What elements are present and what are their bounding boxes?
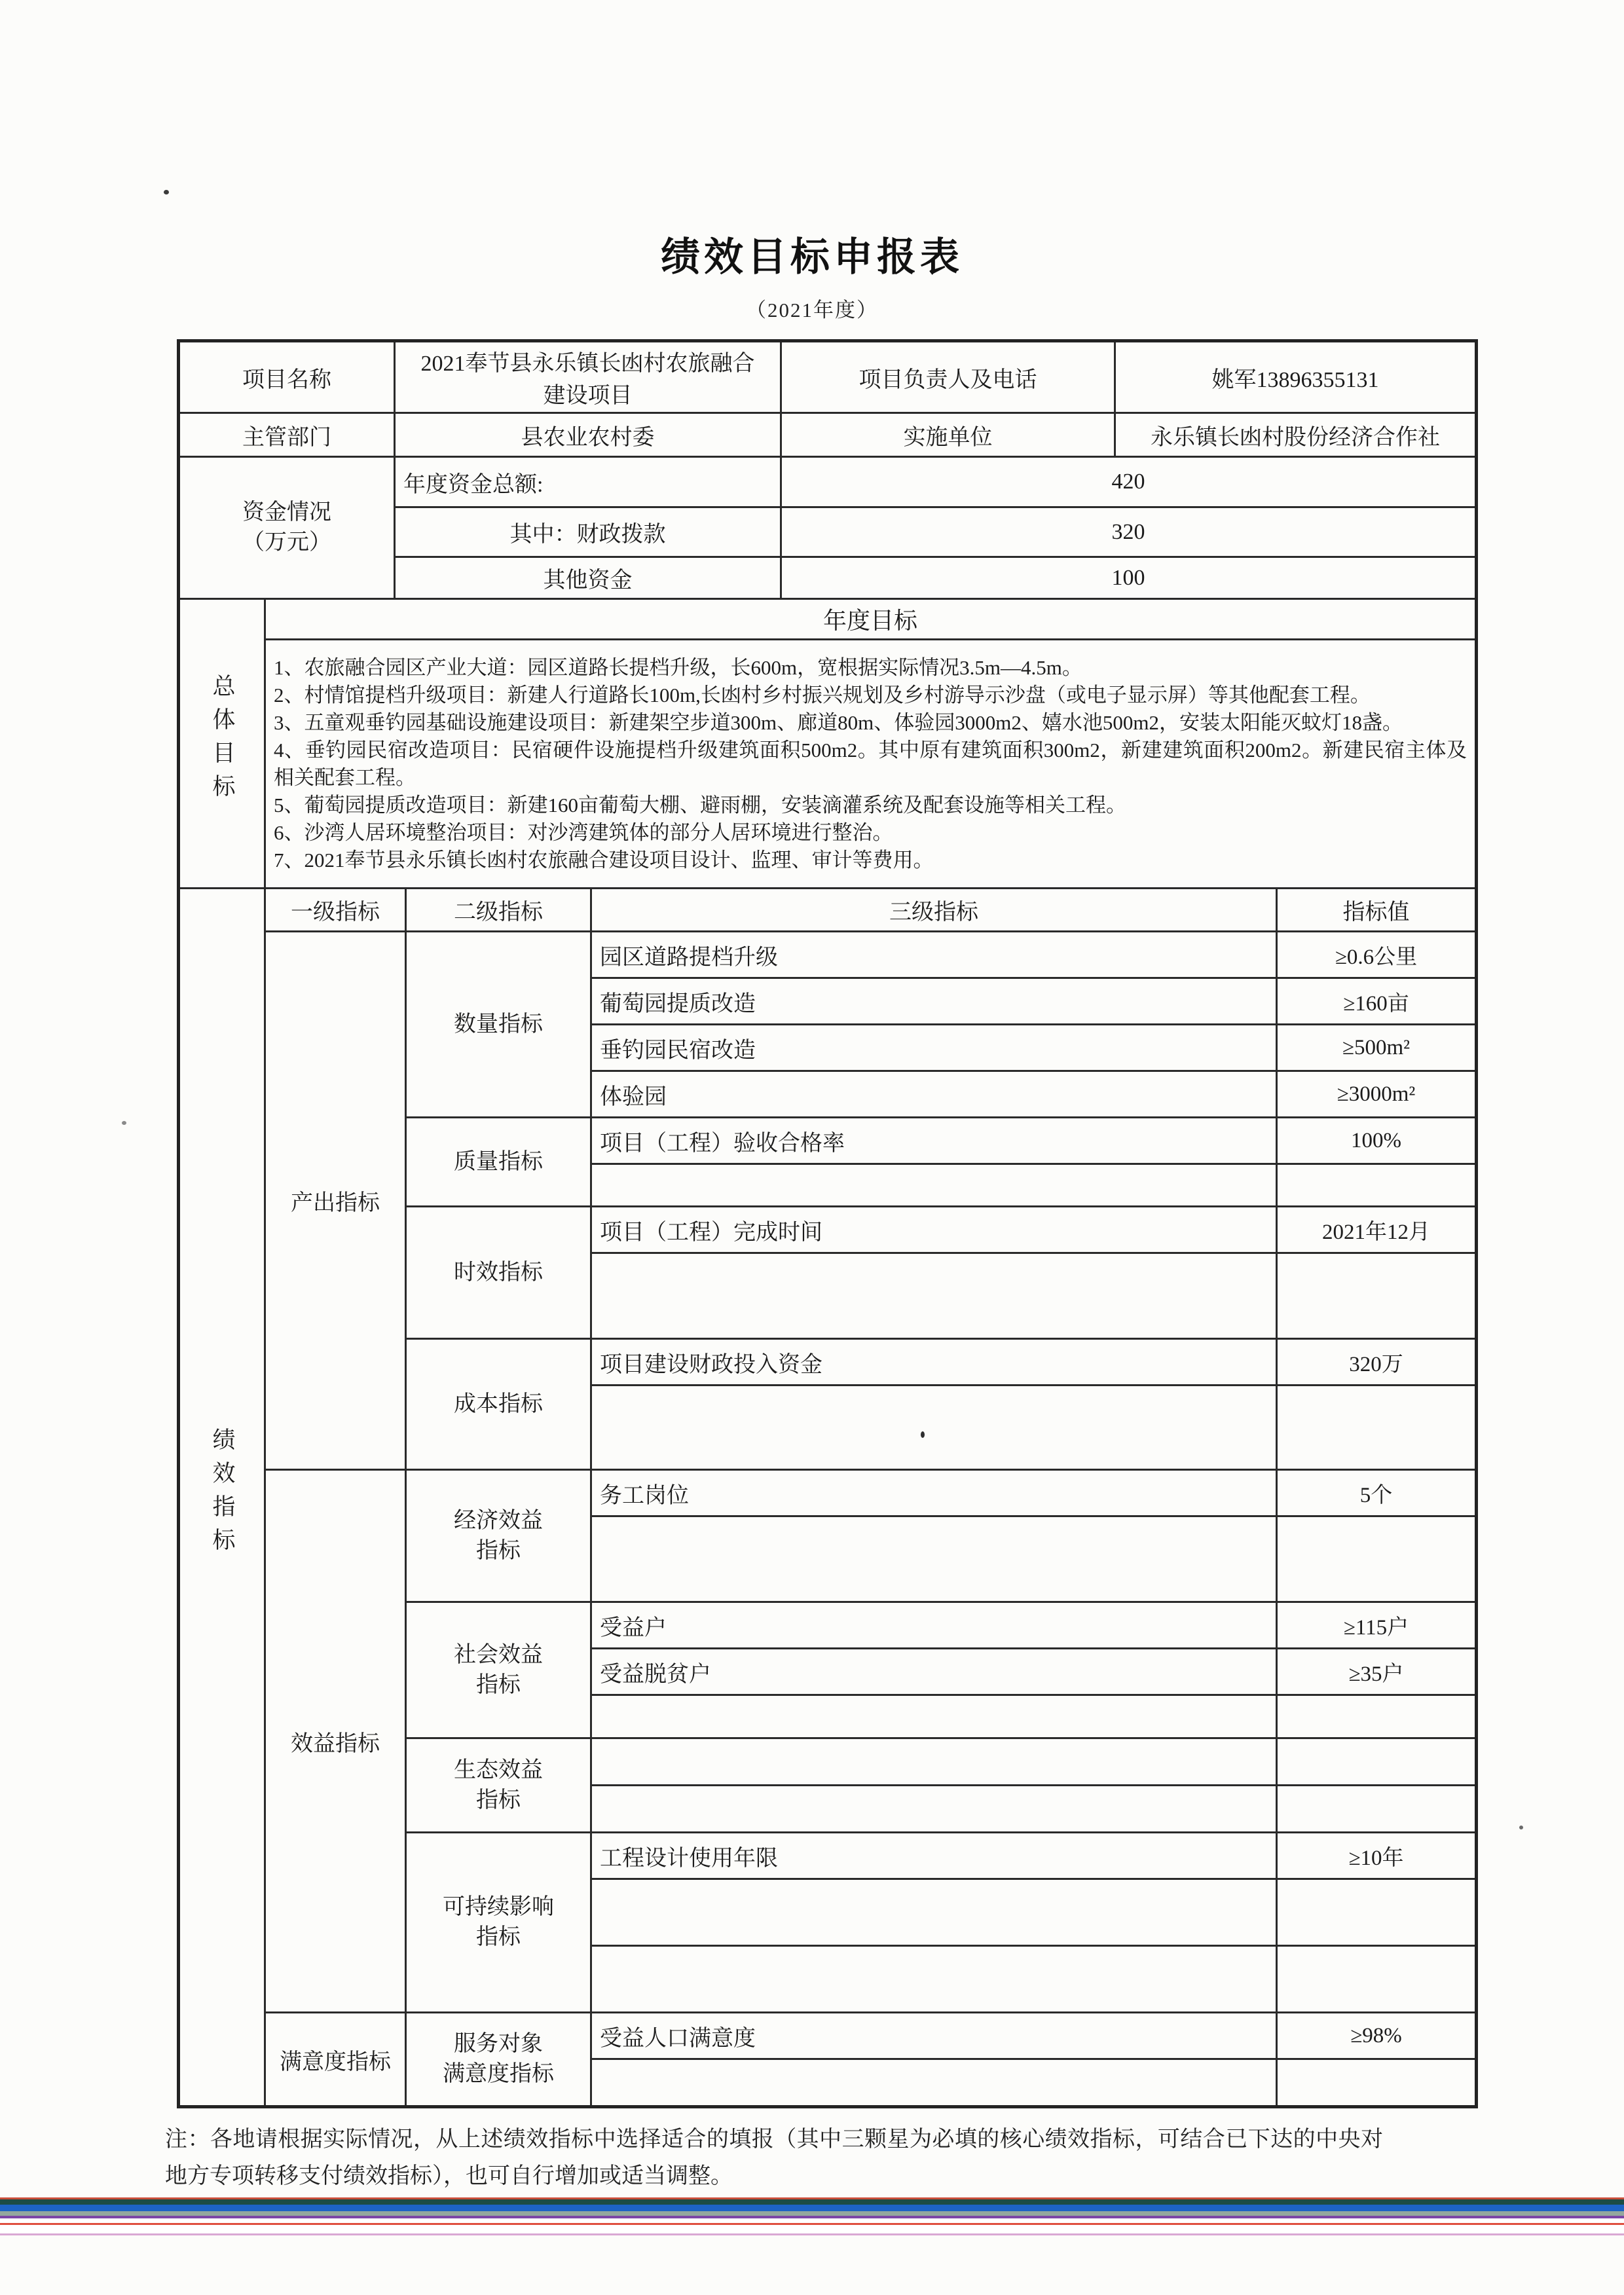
goal-line-3: 3、五童观垂钓园基础设施建设项目：新建架空步道300m、廊道80m、体验园3000m2、嬉水池500m2，安装太阳能灭蚊灯18盏。 bbox=[274, 710, 1403, 734]
indicator-name-empty bbox=[591, 1386, 1277, 1470]
indicator-name-empty bbox=[591, 2059, 1277, 2107]
indicator-value-empty bbox=[1277, 1695, 1477, 1738]
group2-quantity: 数量指标 bbox=[406, 932, 591, 1118]
group2-time: 时效指标 bbox=[406, 1207, 591, 1339]
indicator-name: 受益户 bbox=[591, 1602, 1277, 1649]
indicator-name: 受益人口满意度 bbox=[591, 2013, 1277, 2059]
group2-ecological bbox=[406, 1738, 591, 1833]
header-level1: 一级指标 bbox=[265, 889, 406, 932]
indicator-name: 园区道路提档升级 bbox=[591, 932, 1277, 978]
group2-service-line1: 服务对象 bbox=[454, 2032, 543, 2056]
indicator-value: ≥3000m² bbox=[1277, 1071, 1477, 1118]
dept-value: 县农业农村委 bbox=[395, 413, 781, 457]
group2-economic-line2: 指标 bbox=[476, 1538, 521, 1563]
header-level3: 三级指标 bbox=[591, 889, 1277, 932]
impl-value: 永乐镇长凼村股份经济合作社 bbox=[1115, 413, 1477, 457]
funding-label bbox=[179, 457, 395, 599]
scan-speck bbox=[164, 190, 169, 194]
group2-sustain-line2: 指标 bbox=[476, 1925, 521, 1949]
scan-stripes bbox=[0, 2197, 1624, 2235]
group2-service-satisfaction bbox=[406, 2013, 591, 2107]
page-title: 绩效目标申报表 bbox=[661, 235, 963, 279]
indicator-name-empty bbox=[591, 1164, 1277, 1207]
indicator-value-empty bbox=[1277, 1386, 1477, 1470]
indicator-name: 体验园 bbox=[591, 1071, 1277, 1118]
funding-label-line1: 资金情况 bbox=[242, 500, 331, 524]
dept-label: 主管部门 bbox=[179, 413, 395, 457]
indicator-name-empty bbox=[591, 1786, 1277, 1833]
group2-ecological-line2: 指标 bbox=[476, 1788, 521, 1812]
leader-value: 姚军13896355131 bbox=[1115, 341, 1477, 413]
scan-stripe bbox=[0, 2199, 1624, 2205]
annual-goal-body bbox=[265, 640, 1477, 889]
indicator-value-empty bbox=[1277, 1879, 1477, 1946]
group1-output: 产出指标 bbox=[265, 932, 406, 1470]
scan-stripe bbox=[0, 2211, 1624, 2216]
overall-side-label bbox=[179, 599, 265, 889]
impl-label: 实施单位 bbox=[781, 413, 1115, 457]
indicator-value-empty bbox=[1277, 1786, 1477, 1833]
indicator-name: 项目（工程）完成时间 bbox=[591, 1207, 1277, 1253]
indicator-name-empty bbox=[591, 1253, 1277, 1339]
indicator-value-empty bbox=[1277, 1738, 1477, 1786]
indicator-value: ≥500m² bbox=[1277, 1025, 1477, 1071]
indicator-value-empty bbox=[1277, 1516, 1477, 1602]
funding-fiscal-label: 其中：财政拨款 bbox=[395, 507, 781, 557]
indicator-value: 2021年12月 bbox=[1277, 1207, 1477, 1253]
goal-line-1: 1、农旅融合园区产业大道：园区道路长提档升级，长600m，宽根据实际情况3.5m—4.5m。 bbox=[274, 655, 1082, 679]
indicator-value: 100% bbox=[1277, 1118, 1477, 1164]
indicator-value: ≥10年 bbox=[1277, 1833, 1477, 1879]
header-level2: 二级指标 bbox=[406, 889, 591, 932]
indicator-name-empty bbox=[591, 1946, 1277, 2013]
indicator-value-empty bbox=[1277, 1253, 1477, 1339]
indicator-value-empty bbox=[1277, 1946, 1477, 2013]
group2-sustain-line1: 可持续影响 bbox=[443, 1895, 554, 1919]
indicators-side-label bbox=[179, 889, 265, 2107]
funding-fiscal-value: 320 bbox=[781, 507, 1477, 557]
page-subtitle: （2021年度） bbox=[746, 299, 878, 321]
project-name-value: 2021奉节县永乐镇长凼村农旅融合建设项目 bbox=[395, 341, 781, 413]
goal-line-7: 7、2021奉节县永乐镇长凼村农旅融合建设项目设计、监理、审计等费用。 bbox=[274, 848, 934, 872]
group2-cost: 成本指标 bbox=[406, 1339, 591, 1470]
scan-stripe bbox=[0, 2205, 1624, 2211]
annual-goal-header: 年度目标 bbox=[265, 599, 1477, 640]
indicator-name-empty bbox=[591, 1695, 1277, 1738]
scan-speck bbox=[122, 1121, 126, 1125]
header-value: 指标值 bbox=[1277, 889, 1477, 932]
indicator-value: ≥0.6公里 bbox=[1277, 932, 1477, 978]
funding-other-value: 100 bbox=[781, 557, 1477, 599]
group2-service-line2: 满意度指标 bbox=[443, 2062, 554, 2086]
indicators-side-label-text: 绩效指标 bbox=[210, 1427, 235, 1561]
funding-total-label: 年度资金总额: bbox=[395, 457, 781, 507]
group2-social bbox=[406, 1602, 591, 1738]
goal-line-4: 4、垂钓园民宿改造项目：民宿硬件设施提档升级建筑面积500m2。其中原有建筑面积300m2，新建建筑面积200m2。新建民宿主体及相关配套工程。 bbox=[274, 738, 1467, 789]
scan-stripe bbox=[0, 2218, 1624, 2223]
group1-benefit: 效益指标 bbox=[265, 1470, 406, 2013]
indicator-name-empty bbox=[591, 1516, 1277, 1602]
scan-speck bbox=[1519, 1826, 1523, 1829]
indicator-value: 320万 bbox=[1277, 1339, 1477, 1386]
group2-social-line2: 指标 bbox=[476, 1672, 521, 1697]
indicator-value-empty bbox=[1277, 1164, 1477, 1207]
indicator-value: ≥115户 bbox=[1277, 1602, 1477, 1649]
indicator-name-empty bbox=[591, 1738, 1277, 1786]
group2-ecological-line1: 生态效益 bbox=[454, 1757, 543, 1782]
project-name-label: 项目名称 bbox=[179, 341, 395, 413]
performance-target-table bbox=[177, 339, 1478, 2108]
indicator-name: 务工岗位 bbox=[591, 1470, 1277, 1516]
funding-total-value: 420 bbox=[781, 457, 1477, 507]
group2-economic bbox=[406, 1470, 591, 1602]
indicator-value: ≥160亩 bbox=[1277, 978, 1477, 1025]
footer-note: 注：各地请根据实际情况，从上述绩效指标中选择适合的填报（其中三颗星为必填的核心绩效指标，可结合已下达的中央对地方专项转移支付绩效指标），也可自行增加或适当调整。 bbox=[165, 2127, 1383, 2188]
indicator-name: 工程设计使用年限 bbox=[591, 1833, 1277, 1879]
group1-satisfaction: 满意度指标 bbox=[265, 2013, 406, 2107]
leader-label: 项目负责人及电话 bbox=[781, 341, 1115, 413]
funding-label-line2: （万元） bbox=[242, 530, 331, 555]
indicator-name: 垂钓园民宿改造 bbox=[591, 1025, 1277, 1071]
goal-line-2: 2、村情馆提档升级项目：新建人行道路长100m,长凼村乡村振兴规划及乡村游导示沙盘（或电子显示屏）等其他配套工程。 bbox=[274, 683, 1371, 707]
funding-other-label: 其他资金 bbox=[395, 557, 781, 599]
group2-economic-line1: 经济效益 bbox=[454, 1508, 543, 1533]
group2-quality: 质量指标 bbox=[406, 1118, 591, 1207]
goal-line-5: 5、葡萄园提质改造项目：新建160亩葡萄大棚、避雨棚，安装滴灌系统及配套设施等相关工程。 bbox=[274, 793, 1126, 817]
scan-stripe bbox=[0, 2225, 1624, 2233]
indicator-value: 5个 bbox=[1277, 1470, 1477, 1516]
indicator-name: 葡萄园提质改造 bbox=[591, 978, 1277, 1025]
indicator-name-empty bbox=[591, 1879, 1277, 1946]
indicator-name: 受益脱贫户 bbox=[591, 1649, 1277, 1695]
overall-side-label-text: 总体目标 bbox=[210, 674, 235, 807]
indicator-value: ≥98% bbox=[1277, 2013, 1477, 2059]
indicator-name: 项目（工程）验收合格率 bbox=[591, 1118, 1277, 1164]
indicator-value-empty bbox=[1277, 2059, 1477, 2107]
group2-sustain bbox=[406, 1833, 591, 2013]
indicator-name: 项目建设财政投入资金 bbox=[591, 1339, 1277, 1386]
goal-line-6: 6、沙湾人居环境整治项目：对沙湾建筑体的部分人居环境进行整治。 bbox=[274, 820, 893, 844]
group2-social-line1: 社会效益 bbox=[454, 1642, 543, 1667]
scan-stripe bbox=[0, 2233, 1624, 2235]
indicator-value: ≥35户 bbox=[1277, 1649, 1477, 1695]
